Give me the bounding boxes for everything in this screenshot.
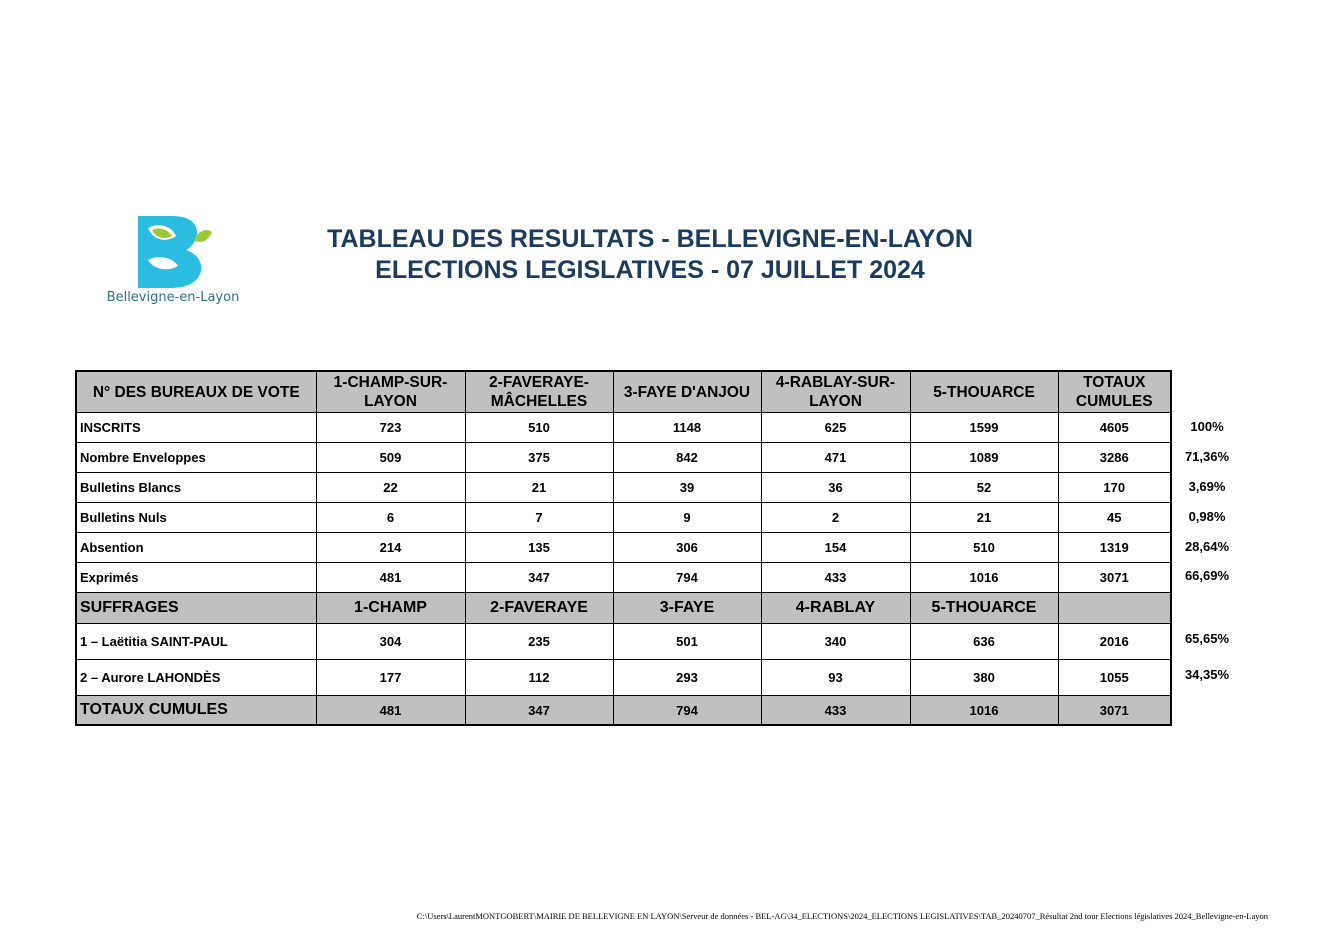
table-cell: 45 <box>1058 503 1171 533</box>
page-title <box>240 224 1060 286</box>
table-cell: 794 <box>613 563 761 593</box>
row-label: Bulletins Blancs <box>76 473 316 503</box>
table-cell: 510 <box>465 413 613 443</box>
table-cell: 3071 <box>1058 563 1171 593</box>
table-header-row <box>76 371 1171 413</box>
bellevigne-logo-icon <box>134 214 214 290</box>
percentage-label: 28,64% <box>1184 539 1230 554</box>
column-header: 4-RABLAY <box>761 593 910 624</box>
suffrages-header-row <box>76 593 1171 624</box>
row-label: INSCRITS <box>76 413 316 443</box>
table-cell: 481 <box>316 696 465 726</box>
table-cell: 135 <box>465 533 613 563</box>
column-header: 2-FAVERAYE <box>465 593 613 624</box>
candidate-name: 2 – Aurore LAHONDÈS <box>76 660 316 696</box>
percentage-label: 34,35% <box>1184 667 1230 682</box>
file-path-footer: C:\Users\LaurentMONTGOBERT\MAIRIE DE BELLEVIGNE EN LAYON\Serveur de données - BEL-AG\34_ELECTIONS\2024_ELECTIONS LEGISLATIVES\TAB_20240707_Résultat 2nd tour Elections législatives 2024_Bellevigne-en-Layon <box>416 911 1268 921</box>
table-cell: 39 <box>613 473 761 503</box>
table-cell: 340 <box>761 624 910 660</box>
column-header: 3-FAYE <box>613 593 761 624</box>
table-cell: 21 <box>910 503 1058 533</box>
table-cell: 510 <box>910 533 1058 563</box>
table-cell: 22 <box>316 473 465 503</box>
table-cell: 842 <box>613 443 761 473</box>
column-header: N° DES BUREAUX DE VOTE <box>76 371 316 413</box>
table-row <box>76 533 1171 563</box>
table-cell: 304 <box>316 624 465 660</box>
table-cell: 3071 <box>1058 696 1171 726</box>
table-cell: 501 <box>613 624 761 660</box>
table-cell: 177 <box>316 660 465 696</box>
table-cell: 471 <box>761 443 910 473</box>
column-header: 1-CHAMP-SUR-LAYON <box>316 371 465 413</box>
table-cell: 2016 <box>1058 624 1171 660</box>
table-cell: 21 <box>465 473 613 503</box>
percentage-label: 0,98% <box>1188 509 1226 524</box>
table-cell: 380 <box>910 660 1058 696</box>
table-cell: 1089 <box>910 443 1058 473</box>
candidate-row <box>76 624 1171 660</box>
title-line-2: ELECTIONS LEGISLATIVES - 07 JUILLET 2024 <box>375 256 925 284</box>
table-cell: 170 <box>1058 473 1171 503</box>
table-cell: 509 <box>316 443 465 473</box>
column-header: 2-FAVERAYE-MÂCHELLES <box>465 371 613 413</box>
table-cell: 6 <box>316 503 465 533</box>
table-cell: 794 <box>613 696 761 726</box>
row-label: Bulletins Nuls <box>76 503 316 533</box>
table-cell: 375 <box>465 443 613 473</box>
column-header: 1-CHAMP <box>316 593 465 624</box>
table-cell: 1599 <box>910 413 1058 443</box>
table-cell: 93 <box>761 660 910 696</box>
table-cell: 293 <box>613 660 761 696</box>
table-cell: 36 <box>761 473 910 503</box>
table-cell: 214 <box>316 533 465 563</box>
row-label: TOTAUX CUMULES <box>76 696 316 726</box>
column-header: 5-THOUARCE <box>910 593 1058 624</box>
table-cell: 481 <box>316 563 465 593</box>
table-cell: 7 <box>465 503 613 533</box>
table-cell: 723 <box>316 413 465 443</box>
table-cell: 1319 <box>1058 533 1171 563</box>
column-header: TOTAUX CUMULES <box>1058 371 1171 413</box>
column-header: 4-RABLAY-SUR-LAYON <box>761 371 910 413</box>
logo <box>98 208 248 312</box>
column-header: 5-THOUARCE <box>910 371 1058 413</box>
column-header <box>1058 593 1171 624</box>
column-header: 3-FAYE D'ANJOU <box>613 371 761 413</box>
row-label: Nombre Enveloppes <box>76 443 316 473</box>
table-cell: 52 <box>910 473 1058 503</box>
table-cell: 112 <box>465 660 613 696</box>
table-cell: 636 <box>910 624 1058 660</box>
row-label: Exprimés <box>76 563 316 593</box>
table-cell: 1055 <box>1058 660 1171 696</box>
percentage-label: 65,65% <box>1184 631 1230 646</box>
table-cell: 347 <box>465 563 613 593</box>
table-cell: 4605 <box>1058 413 1171 443</box>
percentage-label: 66,69% <box>1184 568 1230 583</box>
percentage-label: 3,69% <box>1188 479 1226 494</box>
table-cell: 9 <box>613 503 761 533</box>
table-row <box>76 443 1171 473</box>
table-cell: 1148 <box>613 413 761 443</box>
row-label: Absention <box>76 533 316 563</box>
table-cell: 154 <box>761 533 910 563</box>
table-row <box>76 503 1171 533</box>
table-cell: 625 <box>761 413 910 443</box>
table-cell: 306 <box>613 533 761 563</box>
table-cell: 433 <box>761 563 910 593</box>
title-line-1: TABLEAU DES RESULTATS - BELLEVIGNE-EN-LAYON <box>327 225 973 253</box>
table-cell: 1016 <box>910 563 1058 593</box>
table-cell: 347 <box>465 696 613 726</box>
results-table <box>75 370 1172 726</box>
table-row <box>76 473 1171 503</box>
table-row <box>76 563 1171 593</box>
table-cell: 235 <box>465 624 613 660</box>
logo-text: Bellevigne-en-Layon <box>106 290 240 305</box>
row-label: SUFFRAGES <box>76 593 316 624</box>
percentage-label: 100% <box>1190 419 1224 434</box>
table-cell: 3286 <box>1058 443 1171 473</box>
table-row <box>76 413 1171 443</box>
table-cell: 433 <box>761 696 910 726</box>
candidate-row <box>76 660 1171 696</box>
table-cell: 2 <box>761 503 910 533</box>
candidate-name: 1 – Laëtitia SAINT-PAUL <box>76 624 316 660</box>
totals-row <box>76 696 1171 726</box>
table-cell: 1016 <box>910 696 1058 726</box>
percentage-label: 71,36% <box>1184 449 1230 464</box>
